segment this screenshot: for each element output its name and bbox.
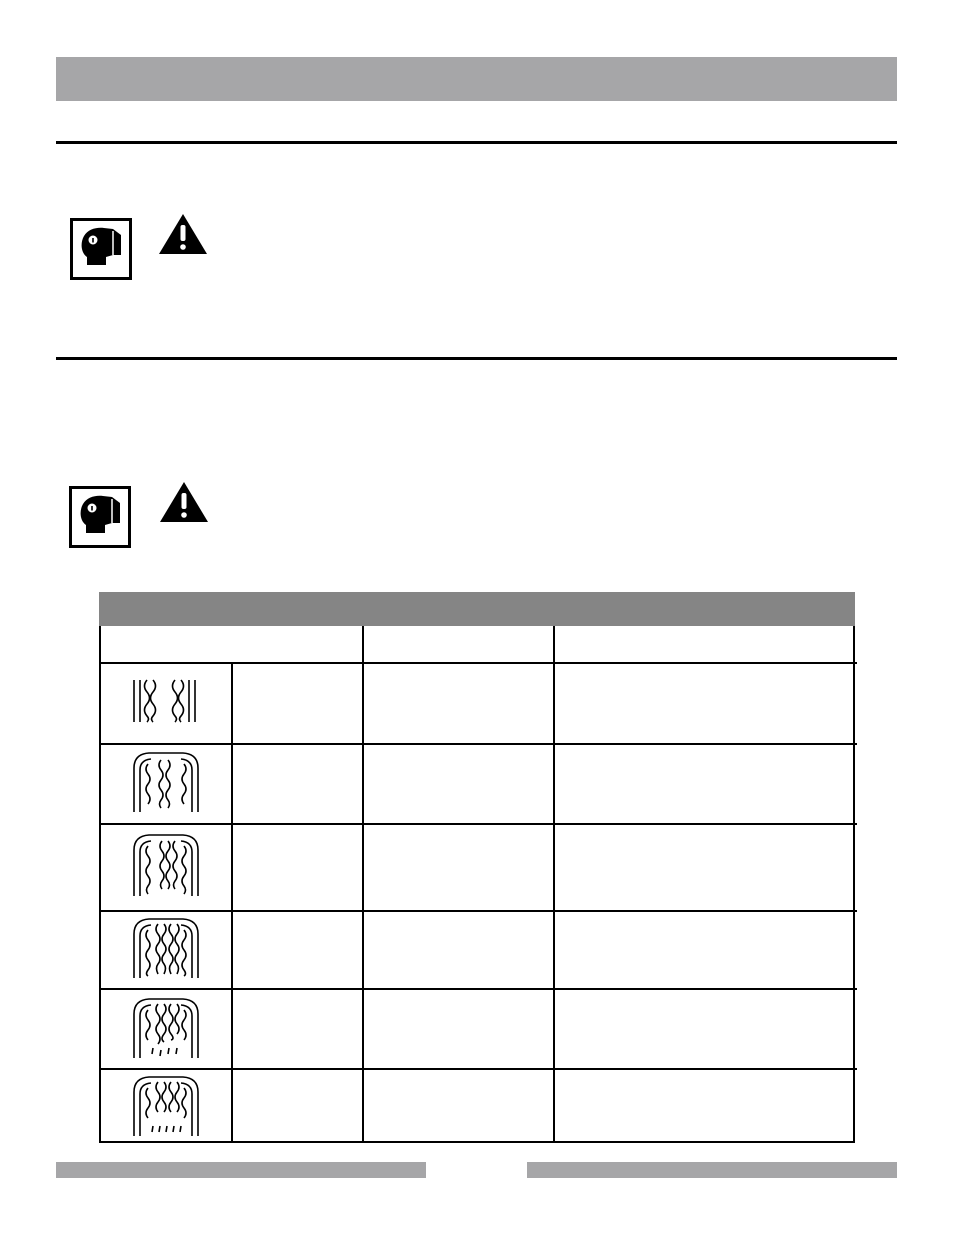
warning-triangle-icon — [158, 480, 210, 524]
section-divider-1 — [56, 141, 897, 144]
tire-tread-icon — [131, 916, 201, 980]
warning-triangle-icon — [157, 212, 209, 256]
row-divider — [101, 662, 857, 664]
row-divider — [101, 910, 857, 912]
face-shield-icon — [70, 218, 132, 280]
table-title-bar — [99, 592, 855, 626]
row-divider — [101, 1068, 857, 1070]
tire-tread-icon — [131, 996, 201, 1060]
section-divider-2 — [56, 357, 897, 360]
column-divider — [553, 626, 555, 1143]
row-divider — [101, 823, 857, 825]
row-divider — [101, 743, 857, 745]
row-divider — [101, 988, 857, 990]
footer-bar-right — [527, 1162, 897, 1178]
tire-tread-icon — [131, 678, 201, 724]
tire-tread-icon — [131, 750, 201, 814]
tire-tread-icon — [131, 832, 201, 898]
table-grid — [99, 626, 855, 1143]
tread-wear-table — [99, 592, 855, 1143]
column-divider — [362, 626, 364, 1143]
page-header-bar — [56, 57, 897, 101]
tire-tread-icon — [131, 1074, 201, 1138]
face-shield-icon — [69, 486, 131, 548]
column-divider — [231, 662, 233, 1143]
footer-bar-left — [56, 1162, 426, 1178]
